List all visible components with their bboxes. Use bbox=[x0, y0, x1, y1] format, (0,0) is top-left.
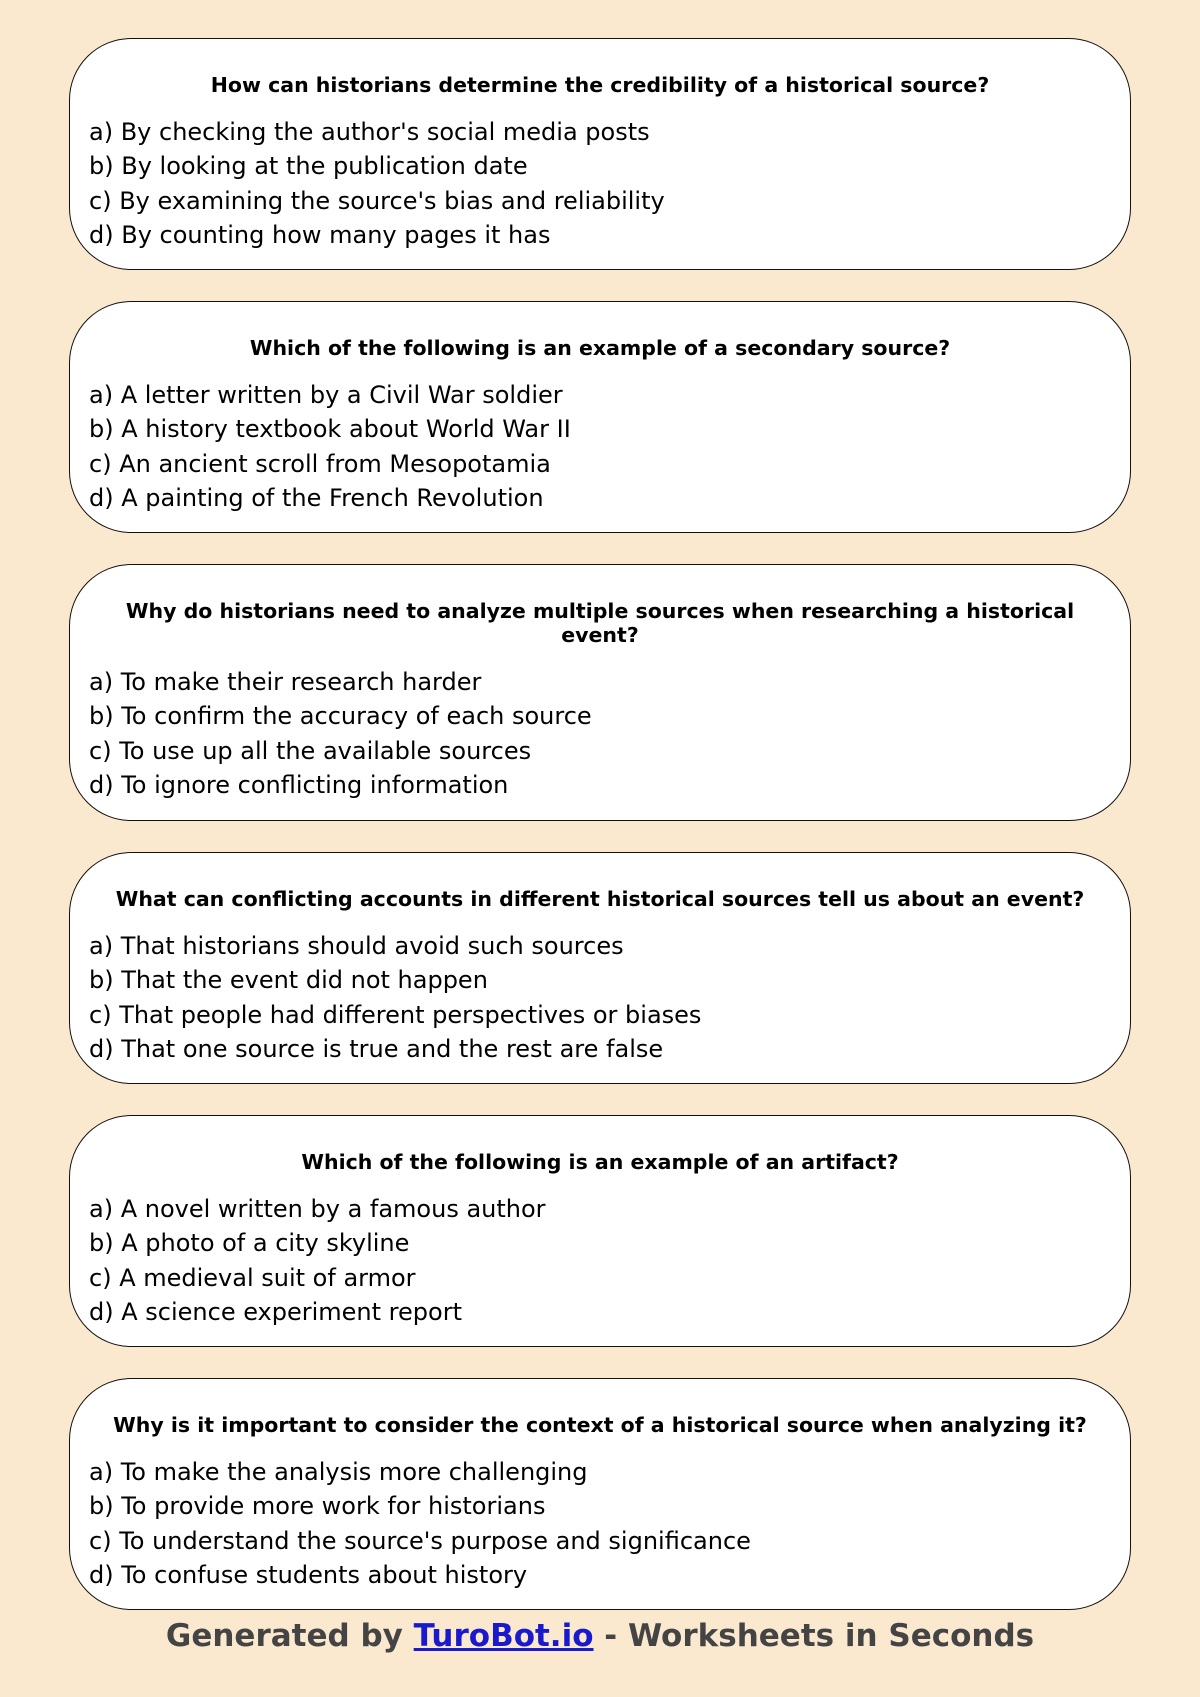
option-c: c) A medieval suit of armor bbox=[89, 1263, 416, 1292]
question-card-4 bbox=[69, 852, 1131, 1084]
option-list bbox=[89, 929, 701, 1066]
turobot-link[interactable]: TuroBot.io bbox=[413, 1618, 594, 1654]
footer bbox=[0, 1618, 1200, 1654]
question-card-2 bbox=[69, 301, 1131, 533]
option-list bbox=[89, 665, 592, 802]
option-a: a) A novel written by a famous author bbox=[89, 1195, 546, 1223]
question-title: Which of the following is an example of an artifact? bbox=[301, 1150, 899, 1174]
option-b: b) That the event did not happen bbox=[89, 966, 488, 995]
option-list bbox=[89, 378, 571, 515]
footer-suffix: - Worksheets in Seconds bbox=[593, 1618, 1035, 1654]
option-a: a) By checking the author's social media posts bbox=[89, 118, 650, 146]
option-b: b) A history textbook about World War II bbox=[89, 415, 571, 444]
question-title: Which of the following is an example of a secondary source? bbox=[249, 336, 951, 360]
option-d: d) A science experiment report bbox=[89, 1297, 462, 1326]
option-d: d) By counting how many pages it has bbox=[89, 220, 551, 249]
question-card-3 bbox=[69, 564, 1131, 821]
question-title: What can conflicting accounts in different historical sources tell us about an event? bbox=[115, 887, 1085, 911]
option-c: c) An ancient scroll from Mesopotamia bbox=[89, 449, 551, 478]
option-a: a) A letter written by a Civil War soldier bbox=[89, 381, 563, 409]
option-a: a) To make the analysis more challenging bbox=[89, 1458, 588, 1486]
option-d: d) To ignore conflicting information bbox=[89, 770, 509, 799]
option-b: b) A photo of a city skyline bbox=[89, 1229, 410, 1258]
footer-prefix: Generated by bbox=[165, 1618, 414, 1654]
option-b: b) To confirm the accuracy of each source bbox=[89, 702, 592, 731]
option-list bbox=[89, 1192, 546, 1329]
option-d: d) That one source is true and the rest are false bbox=[89, 1034, 664, 1063]
option-list bbox=[89, 115, 665, 252]
option-d: d) To confuse students about history bbox=[89, 1560, 528, 1589]
option-c: c) To understand the source's purpose and significance bbox=[89, 1526, 751, 1555]
option-a: a) That historians should avoid such sources bbox=[89, 932, 624, 960]
option-a: a) To make their research harder bbox=[89, 668, 482, 696]
question-title: How can historians determine the credibility of a historical source? bbox=[210, 73, 990, 97]
option-c: c) By examining the source's bias and reliability bbox=[89, 186, 665, 215]
option-b: b) By looking at the publication date bbox=[89, 152, 528, 181]
question-title: Why is it important to consider the context of a historical source when analyzing it? bbox=[113, 1413, 1087, 1437]
option-c: c) To use up all the available sources bbox=[89, 736, 532, 765]
option-list bbox=[89, 1455, 751, 1592]
question-card-1 bbox=[69, 38, 1131, 270]
question-title: Why do historians need to analyze multiple sources when researching a historical event? bbox=[125, 599, 1075, 647]
question-card-5 bbox=[69, 1115, 1131, 1347]
question-card-6 bbox=[69, 1378, 1131, 1610]
option-c: c) That people had different perspectives or biases bbox=[89, 1000, 702, 1029]
option-d: d) A painting of the French Revolution bbox=[89, 483, 544, 512]
option-b: b) To provide more work for historians bbox=[89, 1492, 546, 1521]
